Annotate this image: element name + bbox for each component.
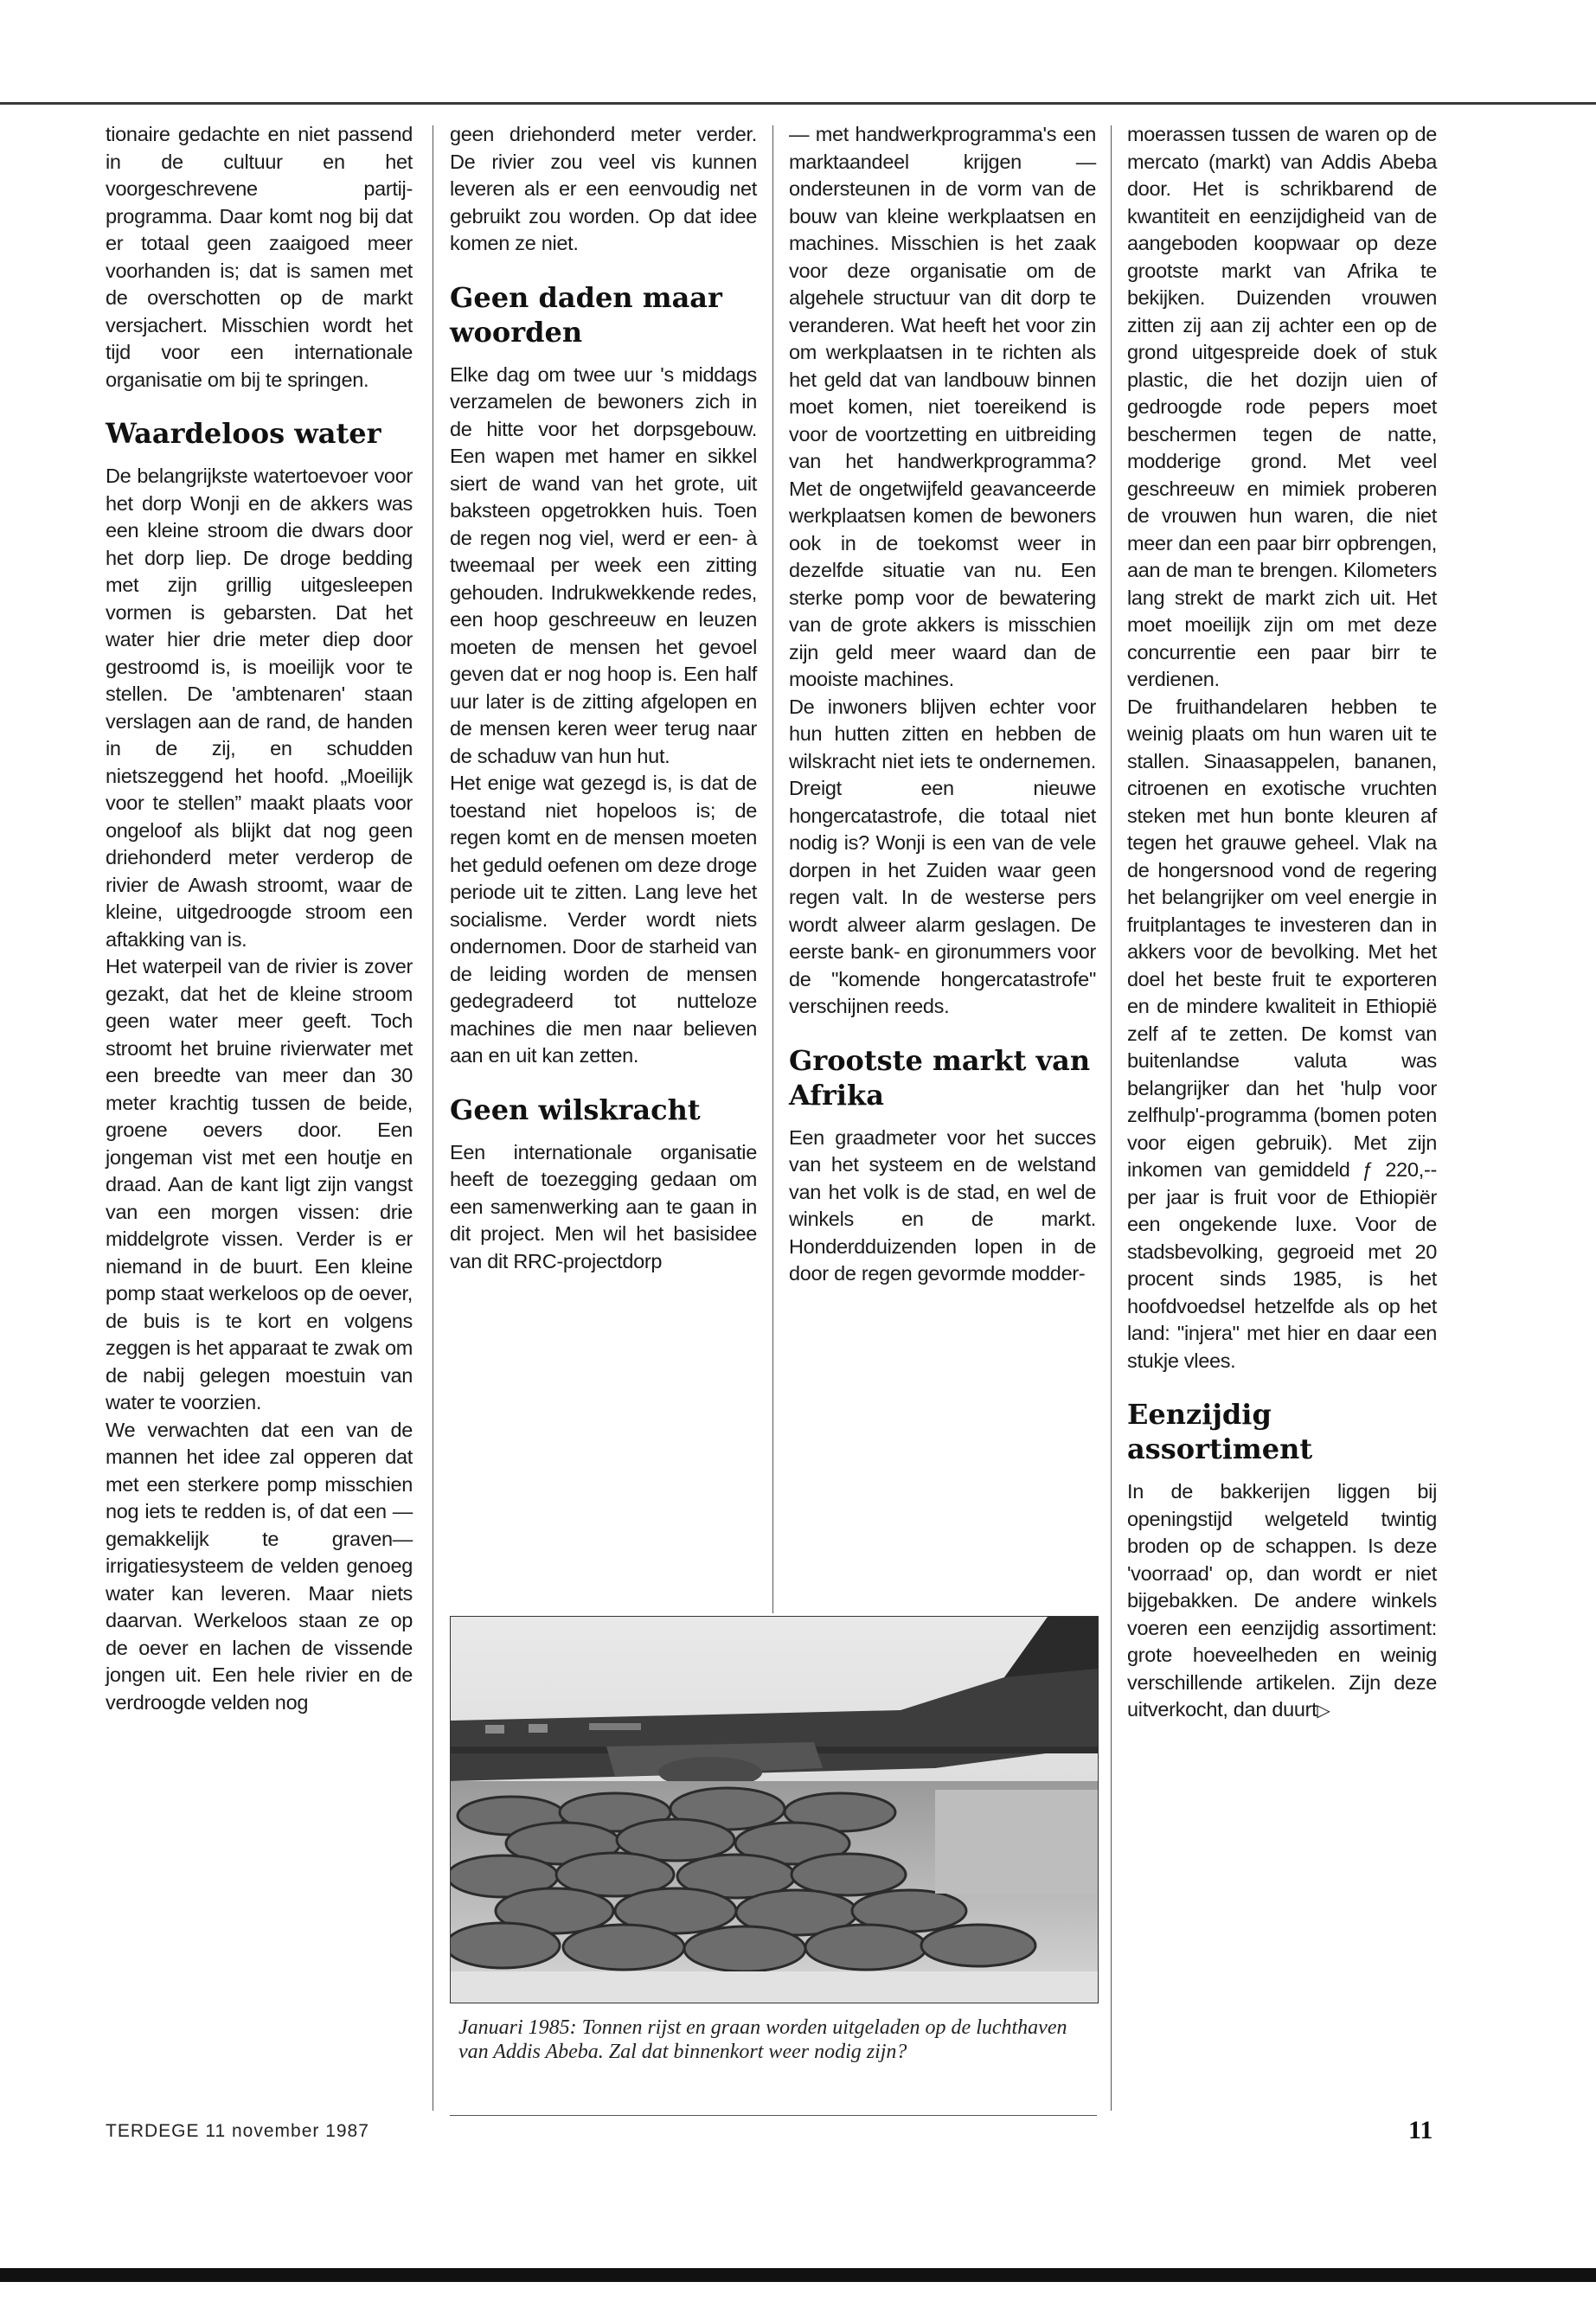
paragraph: — met handwerkprogramma's een marktaandeel krijgen — ondersteunen in de vorm van de bouw van kleine werkplaatsen en machines. Misschien is het zaak voor deze organisatie om de algehele structuur van dit dorp te veranderen. Wat heeft het voor zin om werkplaatsen in te richten als het geld dat van landbouw binnen moet komen, niet toereikend is voor de voortzetting en uitbreiding van het handwerkprogramma? Met de ongetwijfeld geavanceerde werkplaatsen komen de bewoners ook in de toekomst weer in dezelfde situatie van nu. Een sterke pomp voor de bewatering van de grote akkers is misschien zijn geld meer waard dan de mooiste machines. — [789, 123, 1096, 690]
paragraph-text: In de bakkerijen liggen bij openingstijd welgeteld twintig broden op de schappen. Is deze 'voorraad' op, dan wordt er niet bijgebakken. De andere winkels voeren een eenzijdig assortiment: grote hoeveelheden en weinig verschillende artikelen. Zijn deze uitverkocht, dan duurt — [1127, 1480, 1437, 1721]
paragraph: moerassen tussen de waren op de mercato (markt) van Addis Abeba door. Het is schrikbarend de kwantiteit en eenzijdigheid van de aangeboden koopwaar op deze grootste markt van Afrika te bekijken. Duizenden vrouwen zitten zij aan zij achter een op de grond uitgespreide doek of stuk plastic, die het dozijn uien of gedroogde rode pepers moet beschermen tegen de natte, modderige grond. Met veel geschreeuw en mimiek proberen de vrouwen hun waren, die niet meer dan een paar birr opbrengen, aan de man te brengen. Kilometers lang strekt de markt zich uit. Het moet moeilijk zijn om met deze concurrentie een paar birr te verdienen. — [1127, 123, 1437, 690]
paragraph: De belangrijkste watertoevoer voor het dorp Wonji en de akkers was een kleine stroom die dwars door het dorp liep. De droge bedding met zijn grillig uitgesleepen vormen is gebarsten. Dat het water hier drie meter diep door gestroomd is, is moeilijk voor te stellen. De 'ambtenaren' staan verslagen aan de rand, de handen in de zij, en schudden nietszeggend het hoofd. „Moeilijk voor te stellen” maakt plaats voor ongeloof als blijkt dat nog geen driehonderd meter verderop de rivier de Awash stroomt, waar de kleine, uitgedroogde stroom een aftakking van is. — [106, 465, 413, 951]
paragraph: Een internationale organisatie heeft de toezegging gedaan om een samenwerking aan te gaan in dit project. Men wil het basisidee van dit RRC-projectdorp — [450, 1140, 757, 1272]
column-3 — [789, 121, 1096, 1288]
photo-airplane-grain-sacks — [451, 1617, 1098, 2003]
paragraph: We verwachten dat een van de mannen het idee zal opperen dat met een sterkere pomp misschien nog iets te redden is, of dat een —gemakkelijk te graven— irrigatiesysteem de velden genoeg water kan leveren. Maar niets daarvan. Werkeloos staan ze op de oever en lachen de vissende jongen uit. Een hele rivier en de verdroogde velden nog — [106, 1418, 413, 1714]
publication-footer: TERDEGE 11 november 1987 — [106, 2121, 369, 2141]
paragraph — [1127, 1478, 1437, 1726]
page-number: 11 — [1408, 2116, 1433, 2144]
column-4 — [1127, 121, 1437, 1726]
paragraph: tionaire gedachte en niet passend in de cultuur en het voorgeschrevene partij-programma. Daar komt nog bij dat er totaal geen zaaigoed meer voorhanden is; dat is samen met de overschotten op de markt versjachert. Misschien wordt het tijd voor een internationale organisatie om bij te springen. — [106, 123, 413, 391]
paragraph: Het enige wat gezegd is, is dat de toestand niet hopeloos is; de regen komt en de mensen moeten het geduld oefenen om deze droge periode uit te zitten. Lang leve het socialisme. Verder wordt niets ondernomen. Door de starheid van de leiding worden de mensen gedegradeerd tot nutteloze machines die men naar believen aan en uit kan zetten. — [450, 772, 757, 1067]
column-1 — [106, 121, 413, 1716]
bottom-rule — [0, 2268, 1596, 2282]
paragraph: De fruithandelaren hebben te weinig plaats om hun waren uit te stallen. Sinaasappelen, bananen, citroenen en exotische vruchten steken met hun bonte kleuren af tegen het grauwe geheel. Vlak na de hongersnood vond de regering het belangrijker om veel energie in fruitplantages te investeren dan in akkers voor de bevolking. Met het doel het beste fruit te exporteren en de mindere kwaliteit in Ethiopië zelf af te zetten. De komst van buitenlandse valuta was belangrijker dan het 'hulp voor zelfhulp'-programma (bomen poten voor eigen gebruik). Met zijn inkomen van gemiddeld ƒ 220,-- per jaar is fruit voor de Ethiopiër een ongekende luxe. Voor de stadsbevolking, gegroeid met 20 procent sinds 1985, is het hoofdvoedsel hetzelfde als op het land: "injera" met hier en daar een stukje vlees. — [1127, 695, 1437, 1372]
section-heading: Eenzijdig assortiment — [1127, 1398, 1313, 1465]
photo-caption: Januari 1985: Tonnen rijst en graan worden uitgeladen op de luchthaven van Addis Abeba. Zal dat binnenkort weer nodig zijn? — [458, 2016, 1067, 2063]
section-heading: Waardeloos water — [106, 417, 381, 450]
section-heading: Geen wilskracht — [450, 1093, 701, 1126]
column-divider — [1111, 125, 1112, 2111]
paragraph: geen driehonderd meter verder. De rivier zou veel vis kunnen leveren als er een eenvoudig net gebruikt zou worden. Op dat idee komen ze niet. — [450, 123, 757, 254]
paragraph: De inwoners blijven echter voor hun hutten zitten en hebben de wilskracht niet iets te ondernemen. Dreigt een nieuwe hongercatastrofe, die totaal niet nodig is? Wonji is een van de vele dorpen in het Zuiden waar geen regen valt. In de westerse pers wordt alweer alarm geslagen. De eerste bank- en gironummers voor de "komende hongercatastrofe" verschijnen reeds. — [789, 695, 1096, 1017]
news-photo — [450, 1616, 1099, 2003]
paragraph: Elke dag om twee uur 's middags verzamelen de bewoners zich in de hitte voor het dorpsgebouw. Een wapen met hamer en sikkel siert de wand van het grote, uit baksteen opgetrokken huis. Toen de regen nog viel, werd er een- à tweemaal per week een zitting gehouden. Indrukwekkende redes, een hoop geschreeuw en leuzen moeten de mensen het gevoel geven dat er nog hoop is. Een half uur later is de zitting afgelopen en de mensen keren weer terug naar de schaduw van hun hut. — [450, 362, 757, 767]
column-divider — [772, 125, 773, 1613]
column-2 — [450, 121, 757, 1275]
paragraph: Een graadmeter voor het succes van het systeem en de welstand van het volk is de stad, en wel de winkels en de markt. Honderdduizenden lopen in de door de regen gevormde modder- — [789, 1125, 1096, 1285]
caption-rule — [450, 2115, 1097, 2116]
section-heading: Grootste markt van Afrika — [789, 1043, 1091, 1112]
paragraph: Het waterpeil van de rivier is zover gezakt, dat het de kleine stroom geen water meer geeft. Toch stroomt het bruine rivierwater met een breedte van meer dan 30 meter krachtig tussen de beide, groene oevers door. Een jongeman vist met een houtje en draad. Aan de kant ligt zijn vangst van een morgen vissen: drie middelgrote vissen. Verder is er niemand in de buurt. Een kleine pomp staat werkeloos op de oever, de buis is te kort en volgens zeggen is het apparaat te zwak om de nabij gelegen moestuin van water te voorzien. — [106, 955, 413, 1413]
top-rule — [0, 102, 1596, 105]
continue-arrow-icon: ▷ — [1317, 1702, 1330, 1721]
section-heading: Geen daden maar woorden — [450, 280, 722, 349]
